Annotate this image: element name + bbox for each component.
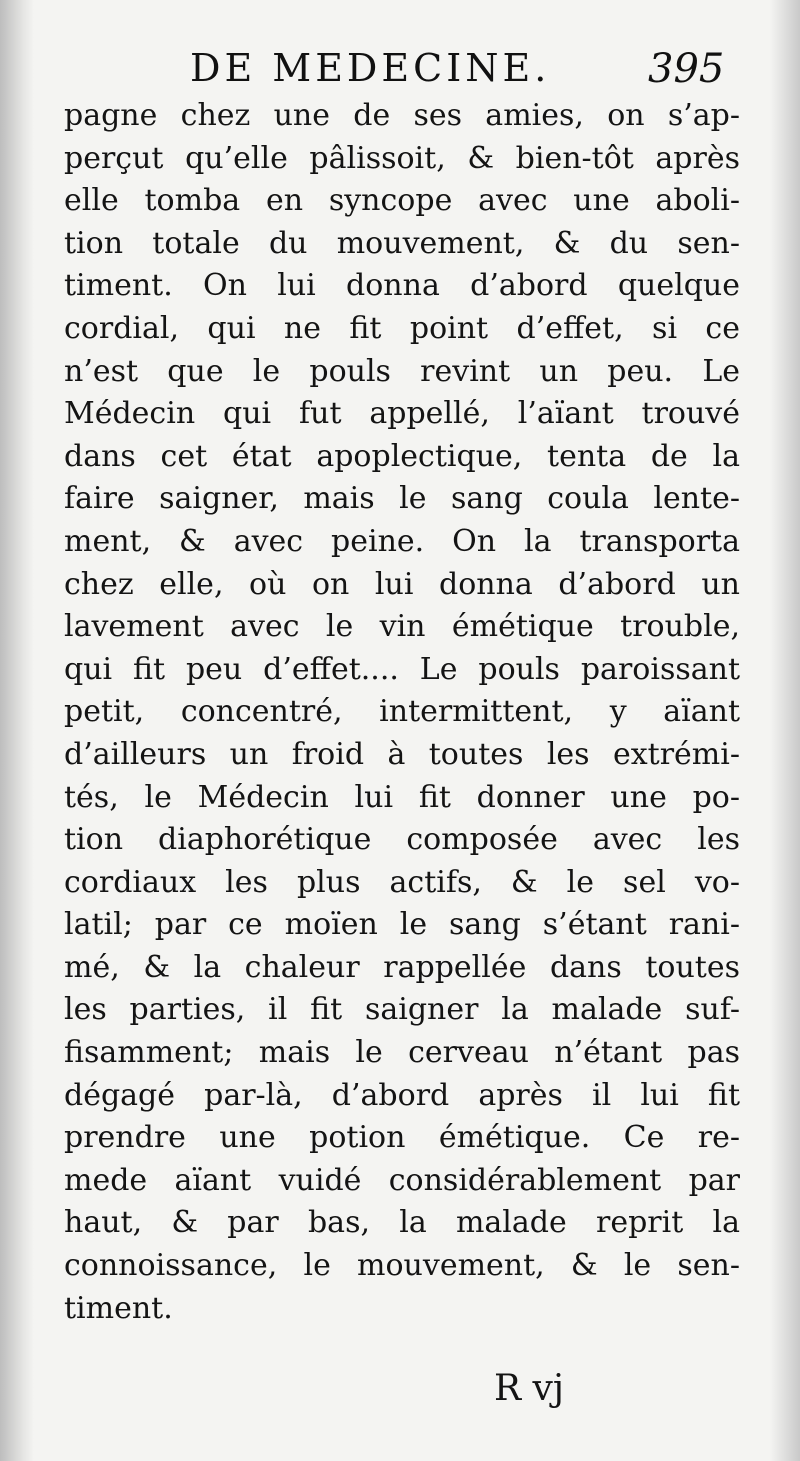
page-number: 395: [648, 46, 725, 92]
text-line: timent.: [64, 1290, 173, 1326]
signature-mark: R vj: [494, 1368, 565, 1409]
text-line: qui fit peu d’effet.... Le pouls paroissant: [64, 651, 740, 687]
text-line: fisamment; mais le cerveau n’étant pas: [64, 1035, 740, 1071]
text-line: faire saigner, mais le sang coula lente-: [64, 481, 740, 517]
text-line: ment, & avec peine. On la transporta: [64, 523, 740, 559]
text-line: tion diaphorétique composée avec les: [64, 822, 740, 858]
text-line: pagne chez une de ses amies, on s’ap-: [64, 98, 740, 133]
text-line: elle tomba en syncope avec une aboli-: [64, 183, 740, 219]
text-line: haut, & par bas, la malade reprit la: [64, 1205, 740, 1241]
text-line: tés, le Médecin lui fit donner une po-: [64, 779, 740, 815]
text-line: mé, & la chaleur rappellée dans toutes: [64, 949, 740, 985]
text-line: prendre une potion émétique. Ce re-: [64, 1120, 740, 1156]
text-line: cordiaux les plus actifs, & le sel vo-: [64, 864, 740, 900]
page-right-edge-shadow: [770, 0, 800, 1461]
running-head: DE MEDECINE.: [190, 46, 551, 90]
body-text: [64, 95, 740, 1330]
text-line: chez elle, où on lui donna d’abord un: [64, 566, 740, 602]
text-line: mede aïant vuidé considérablement par: [64, 1162, 740, 1198]
text-line: Médecin qui fut appellé, l’aïant trouvé: [64, 396, 740, 432]
text-line: dégagé par-là, d’abord après il lui fit: [64, 1077, 740, 1113]
text-line: timent. On lui donna d’abord quelque: [64, 268, 740, 304]
text-line: dans cet état apoplectique, tenta de la: [64, 438, 740, 474]
text-line: tion totale du mouvement, & du sen-: [64, 225, 740, 261]
text-line: les parties, il fit saigner la malade suf-: [64, 992, 740, 1028]
text-line: cordial, qui ne fit point d’effet, si ce: [64, 310, 740, 346]
page-left-edge-shadow: [0, 0, 34, 1461]
text-line: d’ailleurs un froid à toutes les extrémi-: [64, 736, 740, 772]
text-line: lavement avec le vin émétique trouble,: [64, 609, 740, 645]
text-line: latil; par ce moïen le sang s’étant rani-: [64, 907, 740, 943]
text-line: n’est que le pouls revint un peu. Le: [64, 353, 740, 389]
text-line: perçut qu’elle pâlissoit, & bien-tôt après: [64, 140, 740, 176]
text-line: connoissance, le mouvement, & le sen-: [64, 1248, 740, 1284]
text-line: petit, concentré, intermittent, y aïant: [64, 694, 740, 730]
